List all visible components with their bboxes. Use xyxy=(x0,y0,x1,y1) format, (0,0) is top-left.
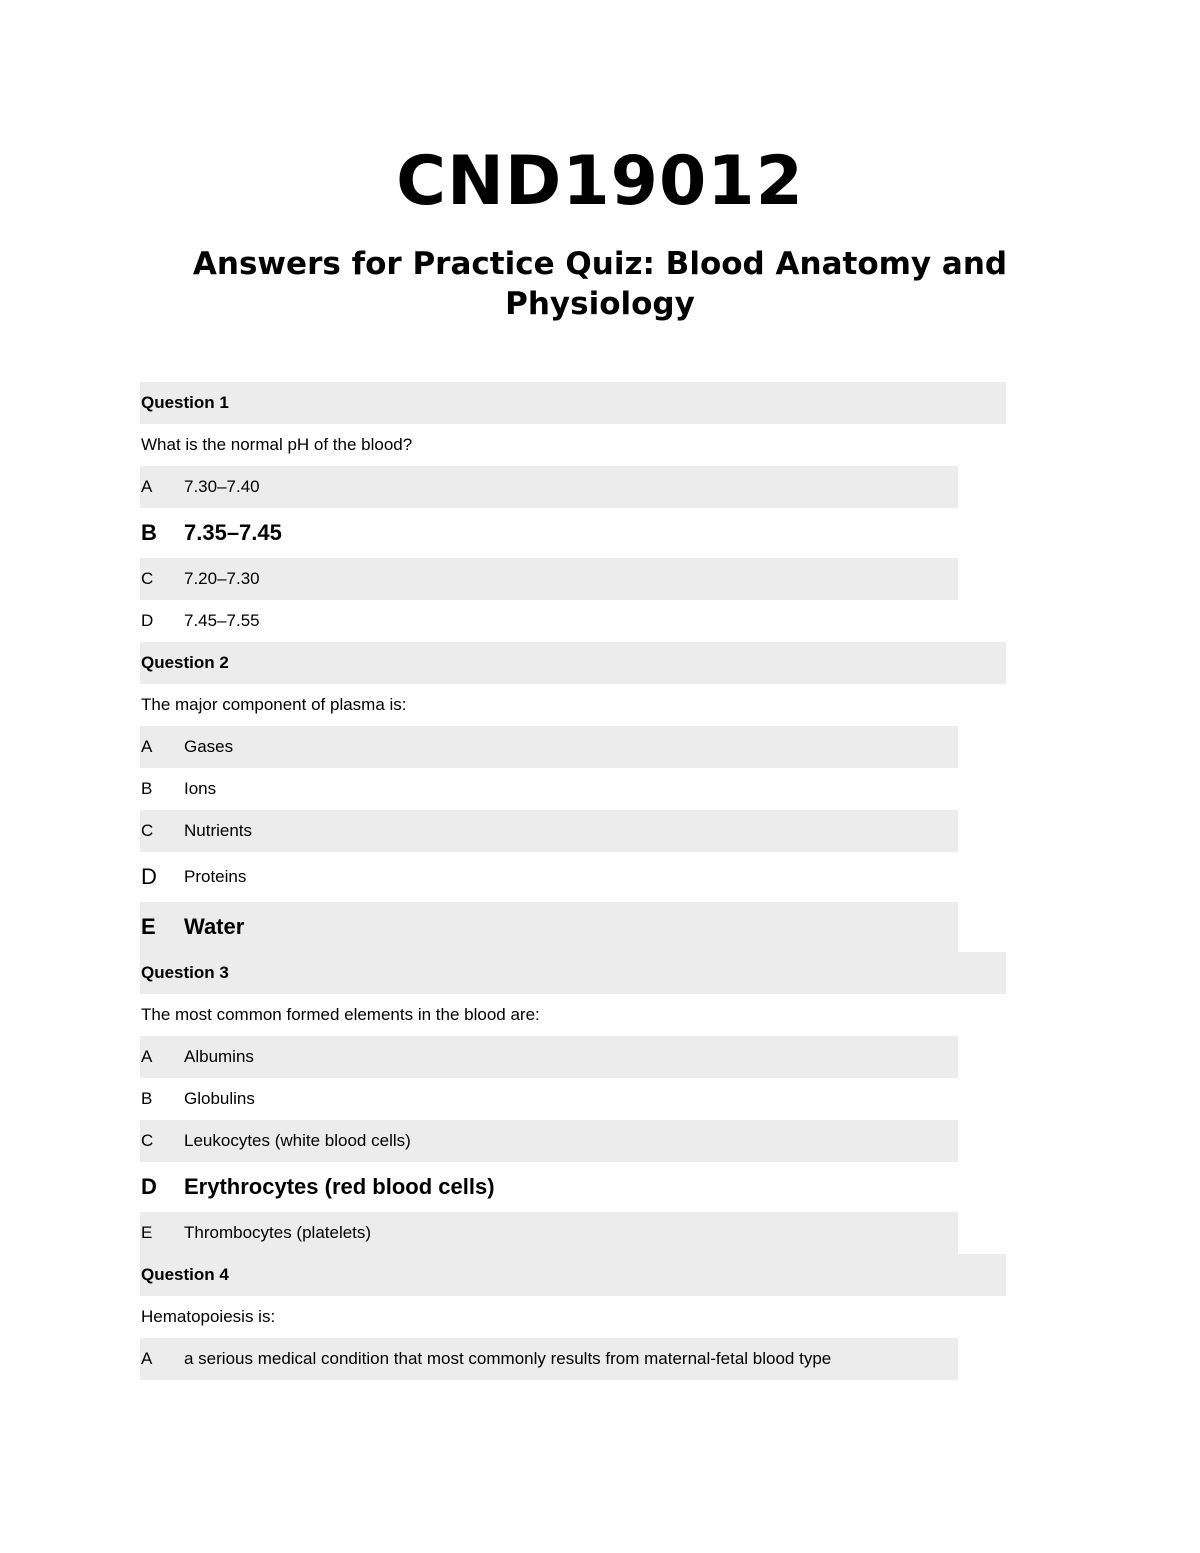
question-label: Question 3 xyxy=(141,963,229,982)
option-row xyxy=(140,768,958,810)
option-letter: C xyxy=(141,1131,154,1150)
option-row xyxy=(140,1212,958,1254)
option-text: 7.35–7.45 xyxy=(184,520,282,545)
option-text: Globulins xyxy=(184,1089,255,1108)
correct-option-row xyxy=(140,902,958,952)
question-label: Question 2 xyxy=(141,653,229,672)
option-row xyxy=(140,810,958,852)
page-title: CND19012 xyxy=(396,142,804,221)
option-text: Erythrocytes (red blood cells) xyxy=(184,1174,495,1199)
option-letter: A xyxy=(141,1349,153,1368)
option-letter: D xyxy=(141,611,154,630)
option-letter: A xyxy=(141,1047,153,1066)
option-letter: C xyxy=(141,569,154,588)
option-letter: D xyxy=(141,864,157,889)
option-text: 7.30–7.40 xyxy=(184,477,260,496)
question-prompt: The major component of plasma is: xyxy=(141,695,407,714)
quiz-body xyxy=(140,382,1006,1380)
option-letter: E xyxy=(141,914,156,939)
question-1-heading xyxy=(140,382,1006,424)
question-4-text xyxy=(140,1296,1006,1338)
option-text: Thrombocytes (platelets) xyxy=(184,1223,372,1242)
option-text: Gases xyxy=(184,737,234,756)
option-row xyxy=(140,1338,958,1380)
option-text: Proteins xyxy=(184,867,247,886)
option-letter: B xyxy=(141,520,157,545)
question-prompt: The most common formed elements in the blood are: xyxy=(141,1005,540,1024)
question-1-text xyxy=(140,424,1006,466)
option-row xyxy=(140,466,958,508)
option-row xyxy=(140,1036,958,1078)
option-row xyxy=(140,726,958,768)
option-letter: C xyxy=(141,821,154,840)
question-label: Question 4 xyxy=(141,1265,229,1284)
option-text: a serious medical condition that most commonly results from maternal-fetal blood type xyxy=(184,1349,832,1368)
question-3-heading xyxy=(140,952,1006,994)
correct-option-row xyxy=(140,508,958,558)
option-text: 7.45–7.55 xyxy=(184,611,260,630)
option-letter: E xyxy=(141,1223,153,1242)
option-text: Ions xyxy=(184,779,217,798)
question-4-heading xyxy=(140,1254,1006,1296)
option-letter: B xyxy=(141,779,153,798)
option-row xyxy=(140,1078,958,1120)
option-row xyxy=(140,558,958,600)
option-letter: D xyxy=(141,1174,157,1199)
option-text: Albumins xyxy=(184,1047,254,1066)
option-text: Water xyxy=(184,914,245,939)
option-row xyxy=(140,852,958,902)
page-subtitle: Answers for Practice Quiz: Blood Anatomy and Physiology xyxy=(192,246,1008,322)
question-2-heading xyxy=(140,642,1006,684)
question-2-text xyxy=(140,684,1006,726)
question-prompt: Hematopoiesis is: xyxy=(141,1307,276,1326)
question-3-text xyxy=(140,994,1006,1036)
question-prompt: What is the normal pH of the blood? xyxy=(141,435,413,454)
option-letter: B xyxy=(141,1089,153,1108)
option-text: Nutrients xyxy=(184,821,253,840)
option-row xyxy=(140,1120,958,1162)
option-text: 7.20–7.30 xyxy=(184,569,260,588)
option-letter: A xyxy=(141,477,153,496)
correct-option-row xyxy=(140,1162,958,1212)
option-text: Leukocytes (white blood cells) xyxy=(184,1131,411,1150)
question-label: Question 1 xyxy=(141,393,229,412)
option-row xyxy=(140,600,958,642)
option-letter: A xyxy=(141,737,153,756)
